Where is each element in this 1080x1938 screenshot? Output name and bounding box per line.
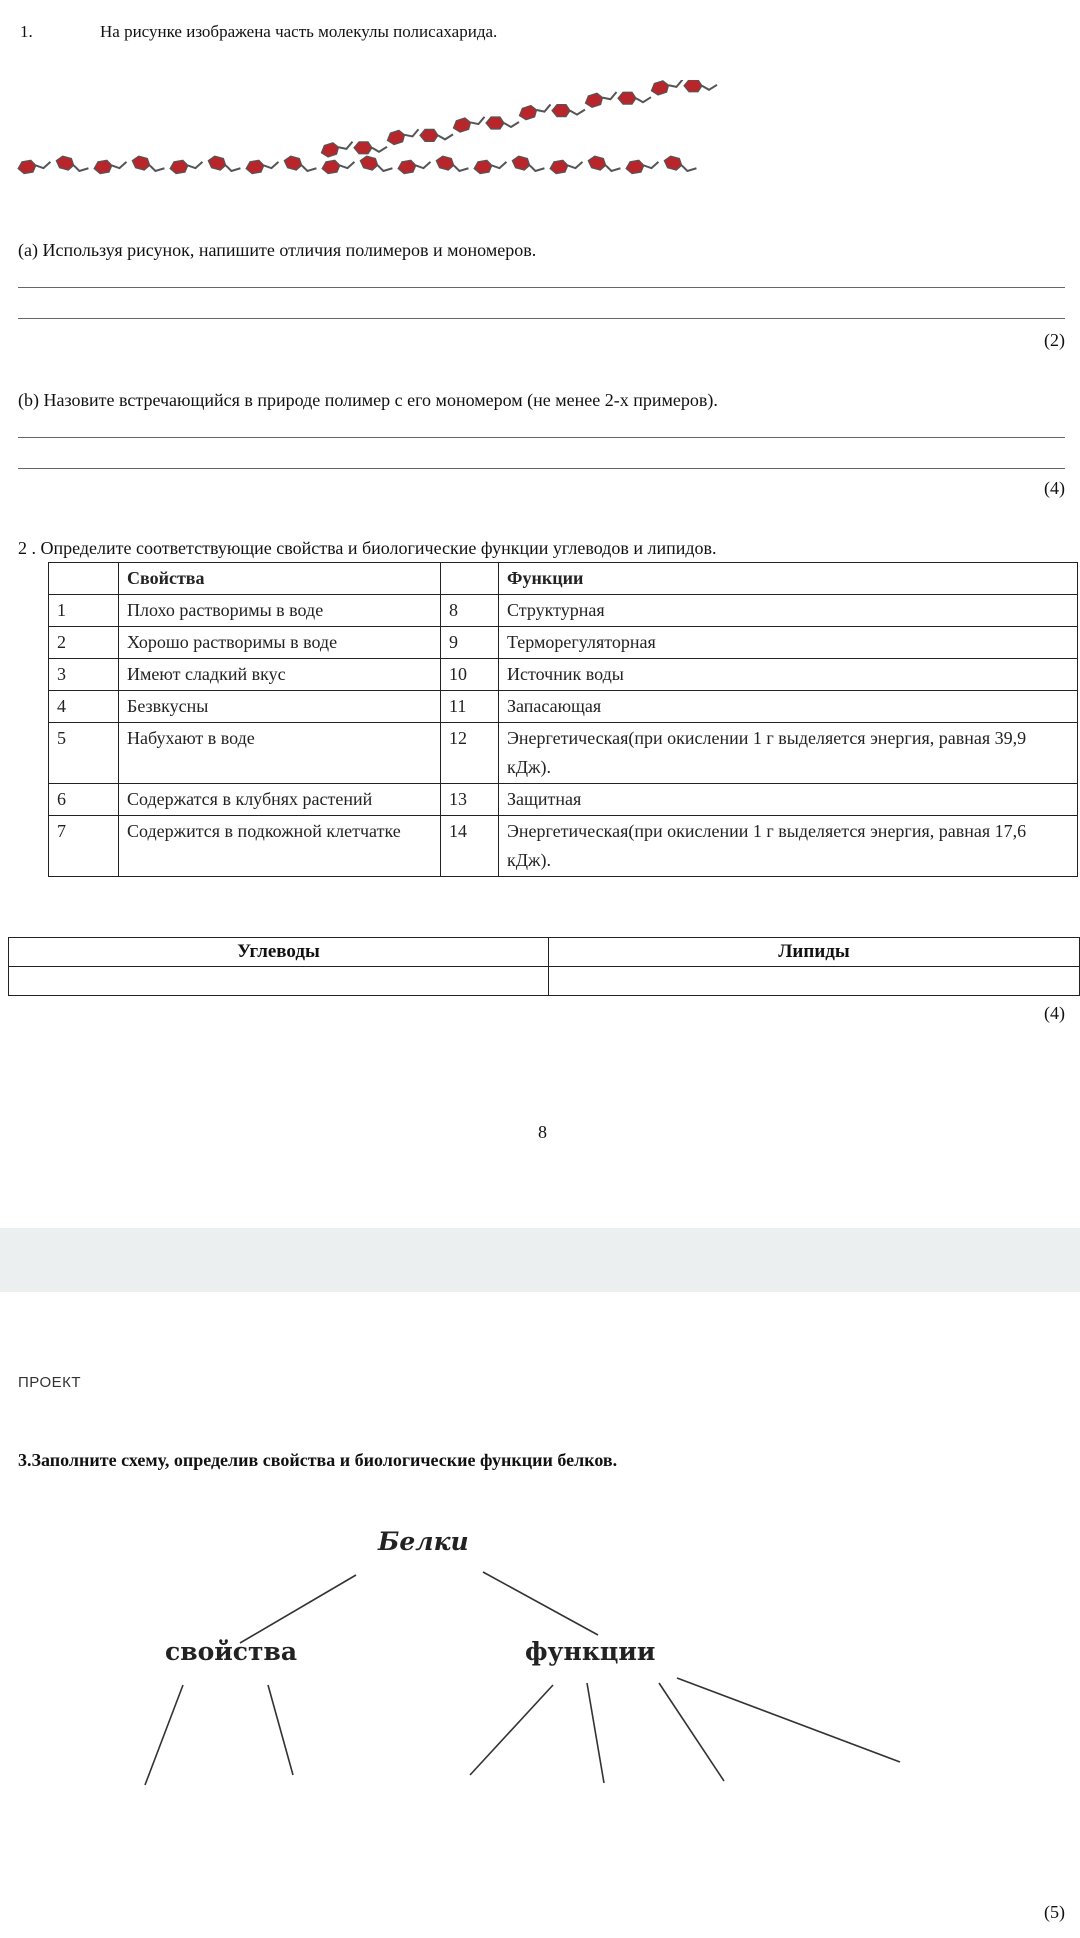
property-cell: Имеют сладкий вкус (119, 659, 441, 691)
question-1-prompt: На рисунке изображена часть молекулы полисахарида. (100, 22, 498, 41)
glucose-unit (663, 155, 698, 175)
row-number: 11 (441, 691, 499, 723)
glucose-unit (131, 155, 166, 175)
function-cell: Энергетическая(при окислении 1 г выделяется энергия, равная 39,9 кДж). (499, 723, 1078, 784)
question-1a-marks: (2) (1044, 330, 1065, 350)
property-cell: Плохо растворимы в воде (119, 595, 441, 627)
question-3-prompt: 3.Заполните схему, определив свойства и биологические функции белков. (18, 1450, 618, 1470)
question-1b-prompt: (b) Назовите встречающийся в природе полимер с его мономером (не менее 2-х примеров). (18, 390, 718, 410)
header-properties: Свойства (119, 563, 441, 595)
lipids-header: Липиды (549, 938, 1080, 967)
question-3-marks: (5) (1044, 1902, 1065, 1922)
answer-line (18, 437, 1065, 438)
property-cell: Безвкусны (119, 691, 441, 723)
table-header-row (49, 563, 1078, 595)
connector-line (587, 1683, 604, 1783)
row-number: 7 (49, 816, 119, 877)
property-cell: Содержится в подкожной клетчатке (119, 816, 441, 877)
glucose-unit (386, 124, 421, 146)
question-1-number: 1. (20, 22, 33, 41)
row-number: 12 (441, 723, 499, 784)
glucose-unit (618, 92, 651, 104)
glucose-unit (397, 157, 432, 175)
table-row (49, 659, 1078, 691)
function-cell: Запасающая (499, 691, 1078, 723)
answer-line (18, 468, 1065, 469)
connector-line (659, 1683, 724, 1781)
row-number: 13 (441, 784, 499, 816)
table-row (49, 691, 1078, 723)
glucose-unit (518, 100, 553, 122)
glucose-unit (452, 112, 487, 134)
glucose-unit (55, 155, 90, 175)
row-number: 1 (49, 595, 119, 627)
answer-table (8, 937, 1080, 996)
table-row (49, 723, 1078, 784)
connector-line (145, 1685, 183, 1785)
connector-line (677, 1678, 900, 1762)
row-number: 4 (49, 691, 119, 723)
question-2-prompt: 2 . Определите соответствующие свойства и биологические функции углеводов и липидов. (18, 538, 717, 558)
glucose-unit (549, 157, 584, 175)
glucose-unit (650, 80, 685, 96)
answer-row (9, 967, 1080, 996)
glucose-unit (283, 155, 318, 175)
function-cell: Структурная (499, 595, 1078, 627)
table-cell (441, 563, 499, 595)
glucose-unit (435, 155, 470, 175)
glucose-unit (321, 157, 356, 175)
glucose-unit (245, 157, 280, 175)
table-cell (49, 563, 119, 595)
glucose-unit (584, 87, 619, 109)
connector-line (483, 1572, 598, 1635)
function-cell: Защитная (499, 784, 1078, 816)
answer-line (18, 318, 1065, 319)
property-cell: Хорошо растворимы в воде (119, 627, 441, 659)
glucose-unit (486, 117, 519, 129)
header-functions: Функции (499, 563, 1078, 595)
table-row (49, 816, 1078, 877)
question-2-marks: (4) (1044, 1003, 1065, 1023)
table-row (49, 627, 1078, 659)
connector-line (268, 1685, 293, 1775)
table-row (49, 784, 1078, 816)
function-cell: Источник воды (499, 659, 1078, 691)
question-1a-prompt: (а) Используя рисунок, напишите отличия полимеров и мономеров. (18, 240, 537, 260)
node-properties: свойства (165, 1637, 298, 1666)
property-cell: Содержатся в клубнях растений (119, 784, 441, 816)
page-separator (0, 1228, 1080, 1292)
glucose-unit (420, 129, 453, 141)
glucose-unit (93, 157, 128, 175)
glucose-unit (359, 155, 394, 175)
row-number: 10 (441, 659, 499, 691)
polysaccharide-molecule-image (15, 80, 720, 190)
glucose-unit (587, 155, 622, 175)
lipids-answer-cell[interactable] (549, 967, 1080, 996)
answer-header-row (9, 938, 1080, 967)
glucose-unit (169, 157, 204, 175)
glucose-unit (552, 105, 585, 117)
row-number: 8 (441, 595, 499, 627)
node-functions: функции (525, 1637, 656, 1666)
glucose-unit (625, 157, 660, 175)
property-cell: Набухают в воде (119, 723, 441, 784)
glucose-unit (354, 142, 387, 154)
glucose-unit (207, 155, 242, 175)
row-number: 14 (441, 816, 499, 877)
row-number: 5 (49, 723, 119, 784)
upper-chain (320, 80, 717, 158)
function-cell: Терморегуляторная (499, 627, 1078, 659)
row-number: 9 (441, 627, 499, 659)
glucose-unit (320, 137, 355, 159)
answer-line (18, 287, 1065, 288)
carbohydrates-header: Углеводы (9, 938, 549, 967)
properties-functions-table (48, 562, 1078, 877)
carbohydrates-answer-cell[interactable] (9, 967, 549, 996)
connector-line (470, 1685, 553, 1775)
question-1b-marks: (4) (1044, 478, 1065, 498)
row-number: 3 (49, 659, 119, 691)
row-number: 2 (49, 627, 119, 659)
glucose-unit (511, 155, 546, 175)
page-number: 8 (538, 1122, 547, 1142)
glucose-unit (17, 157, 52, 175)
function-cell: Энергетическая(при окислении 1 г выделяется энергия, равная 17,6 кДж). (499, 816, 1078, 877)
project-label: ПРОЕКТ (18, 1374, 82, 1391)
row-number: 6 (49, 784, 119, 816)
glucose-unit (473, 157, 508, 175)
table-row (49, 595, 1078, 627)
lower-chain (17, 155, 698, 175)
glucose-unit (684, 80, 717, 92)
connector-line (240, 1575, 356, 1643)
root-node-proteins: Белки (378, 1527, 469, 1556)
